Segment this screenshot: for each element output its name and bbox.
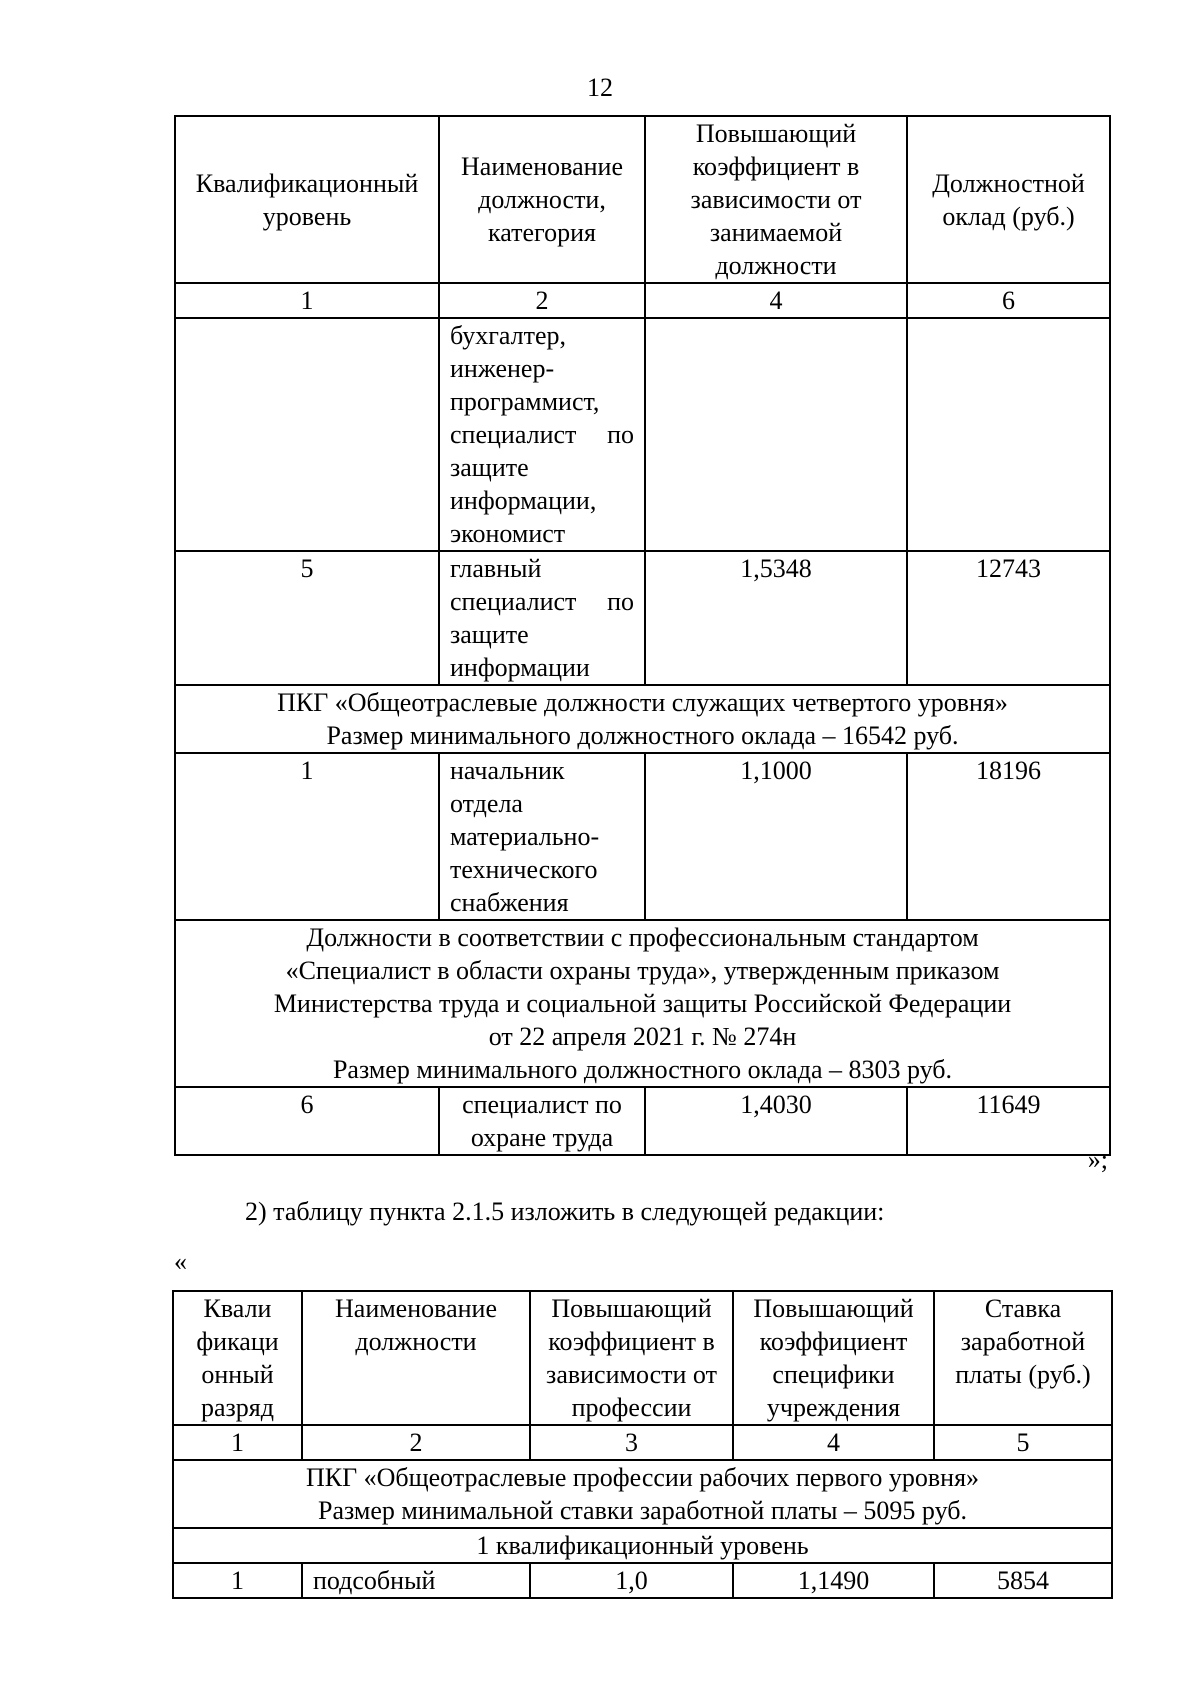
opening-quote: « <box>174 1247 187 1276</box>
column-number: 1 <box>175 283 439 318</box>
position-cell: начальник отдела материально-технического снабжения <box>439 753 645 920</box>
level-cell: 5 <box>175 551 439 685</box>
table-header-row <box>173 1291 1112 1425</box>
column-number: 2 <box>439 283 645 318</box>
coefficient-cell <box>645 318 907 551</box>
position-cell: бухгалтер, инженер-программист, специалист по защите информации, экономист <box>439 318 645 551</box>
column-number: 6 <box>907 283 1110 318</box>
closing-quote: »; <box>1087 1145 1108 1174</box>
rank-cell: 1 <box>173 1563 302 1598</box>
group-row <box>175 920 1110 1087</box>
column-number: 5 <box>934 1425 1112 1460</box>
group-heading: ПКГ «Общеотраслевые профессии рабочих первого уровня» Размер минимальной ставки заработной платы – 5095 руб. <box>173 1460 1112 1528</box>
page-number: 12 <box>587 73 613 102</box>
level-cell: 6 <box>175 1087 439 1155</box>
coefficient-cell: 1,5348 <box>645 551 907 685</box>
group-heading: Должности в соответствии с профессиональным стандартом «Специалист в области охраны труда», утвержденным приказом Министерства труда и социальной защиты Российской Федерации от 22 апреля 2021 г. № 274н Размер минимального должностного оклада – 8303 руб. <box>175 920 1110 1087</box>
level-row <box>173 1528 1112 1563</box>
column-number: 4 <box>645 283 907 318</box>
table-row <box>175 551 1110 685</box>
coefficient-cell: 1,4030 <box>645 1087 907 1155</box>
group-row <box>175 685 1110 753</box>
group-row <box>173 1460 1112 1528</box>
header-cell: Повышающий коэффициент в зависимости от профессии <box>530 1291 733 1425</box>
position-cell: главный специалист по защите информации <box>439 551 645 685</box>
wage-rate-table-workers <box>172 1290 1113 1599</box>
column-number: 1 <box>173 1425 302 1460</box>
table-row <box>175 318 1110 551</box>
header-cell: Наименование должности <box>302 1291 530 1425</box>
salary-table-servants <box>174 115 1111 1156</box>
header-cell: Квали фикаци онный разряд <box>173 1291 302 1425</box>
column-number-row <box>173 1425 1112 1460</box>
header-cell: Квалификационный уровень <box>175 116 439 283</box>
column-number: 2 <box>302 1425 530 1460</box>
column-number: 4 <box>733 1425 934 1460</box>
header-cell: Наименование должности, категория <box>439 116 645 283</box>
header-cell: Ставка заработной платы (руб.) <box>934 1291 1112 1425</box>
level-cell <box>175 318 439 551</box>
header-cell: Должностной оклад (руб.) <box>907 116 1110 283</box>
instruction-text: 2) таблицу пункта 2.1.5 изложить в следующей редакции: <box>245 1197 885 1226</box>
salary-cell <box>907 318 1110 551</box>
salary-cell: 11649 <box>907 1087 1110 1155</box>
table-row <box>175 1087 1110 1155</box>
column-number-row <box>175 283 1110 318</box>
profession-cell: подсобный <box>302 1563 530 1598</box>
coefficient-cell: 1,1490 <box>733 1563 934 1598</box>
header-cell: Повышающий коэффициент в зависимости от занимаемой должности <box>645 116 907 283</box>
rate-cell: 5854 <box>934 1563 1112 1598</box>
salary-cell: 12743 <box>907 551 1110 685</box>
salary-cell: 18196 <box>907 753 1110 920</box>
coefficient-cell: 1,0 <box>530 1563 733 1598</box>
table-row <box>173 1563 1112 1598</box>
table-row <box>175 753 1110 920</box>
qualification-level: 1 квалификационный уровень <box>173 1528 1112 1563</box>
position-cell: специалист по охране труда <box>439 1087 645 1155</box>
column-number: 3 <box>530 1425 733 1460</box>
coefficient-cell: 1,1000 <box>645 753 907 920</box>
header-cell: Повышающий коэффициент специфики учреждения <box>733 1291 934 1425</box>
group-heading: ПКГ «Общеотраслевые должности служащих четвертого уровня» Размер минимального должностного оклада – 16542 руб. <box>175 685 1110 753</box>
level-cell: 1 <box>175 753 439 920</box>
table-header-row <box>175 116 1110 283</box>
